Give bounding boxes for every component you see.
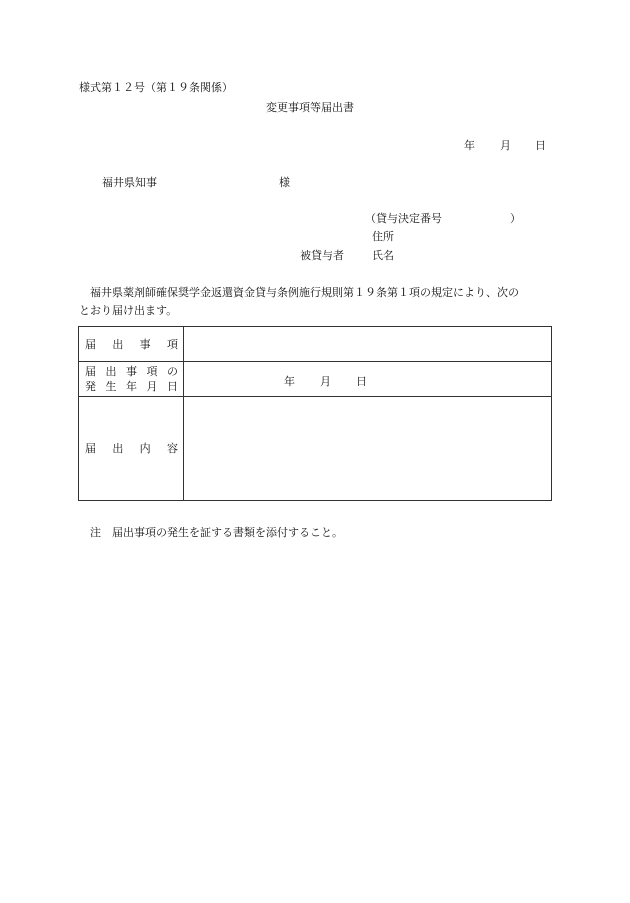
name-label: 氏名 <box>372 249 394 262</box>
addressee-name: 福井県知事 <box>102 176 157 189</box>
addressee-honorific: 様 <box>279 176 290 189</box>
table-date-month: 月 <box>320 375 331 388</box>
loan-decision-number-label: （貸与決定番号 <box>365 212 442 225</box>
body-line-2: とおり届け出ます。 <box>79 304 178 317</box>
attachment-note: 注 届出事項の発生を証する書類を添付すること。 <box>90 526 343 539</box>
date-year-label: 年 <box>464 139 475 152</box>
label-occurrence-date: 届 出 事 項 の 発 生 年 月 日 <box>79 362 184 397</box>
field-occurrence-date[interactable] <box>184 362 552 397</box>
body-line-1: 福井県薬剤師確保奨学金返還資金貸与条例施行規則第１９条第１項の規定により、次の <box>90 286 519 299</box>
label-notification-matter: 届 出 事 項 <box>79 327 184 362</box>
form-number: 様式第１２号（第１９条関係） <box>79 81 233 94</box>
table-row-date <box>79 362 552 397</box>
label-notification-content: 届 出 内 容 <box>79 397 184 501</box>
date-day-label: 日 <box>535 139 546 152</box>
table-date-year: 年 <box>284 375 295 388</box>
table-row-matter <box>79 327 552 362</box>
date-month-label: 月 <box>500 139 511 152</box>
table-date-day: 日 <box>356 375 367 388</box>
address-label: 住所 <box>372 230 394 243</box>
borrower-label: 被貸与者 <box>300 249 344 262</box>
loan-decision-number-close: ） <box>510 212 521 225</box>
field-notification-matter[interactable] <box>184 327 552 362</box>
document-title: 変更事項等届出書 <box>266 101 354 114</box>
table-row-content <box>79 397 552 501</box>
notification-table <box>78 326 552 501</box>
field-notification-content[interactable] <box>184 397 552 501</box>
